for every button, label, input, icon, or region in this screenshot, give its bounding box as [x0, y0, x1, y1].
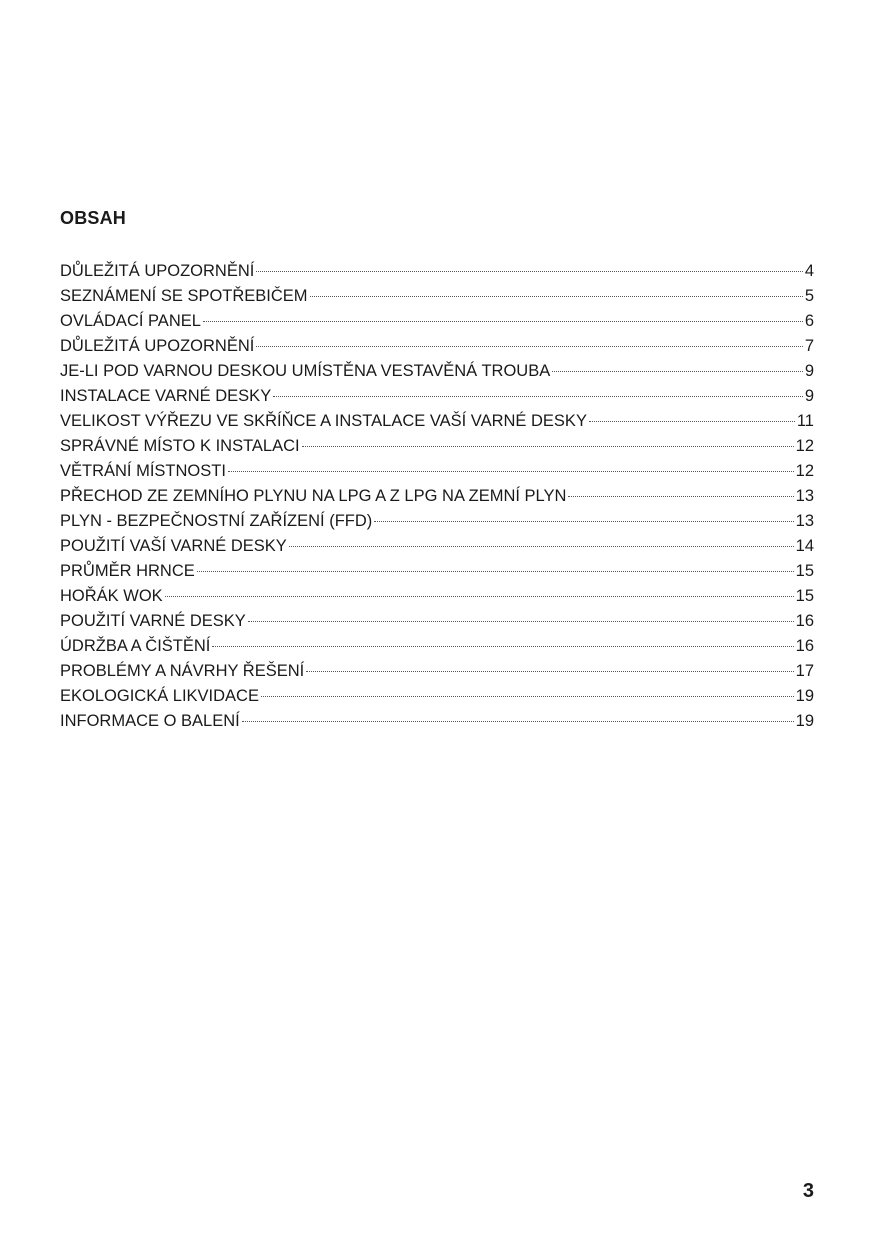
toc-entry-title: HOŘÁK WOK	[60, 587, 163, 605]
table-of-contents	[60, 259, 814, 734]
toc-entry-page: 9	[804, 387, 814, 405]
toc-entry-title: POUŽITÍ VARNÉ DESKY	[60, 612, 246, 630]
toc-entry-title: PRŮMĚR HRNCE	[60, 562, 195, 580]
toc-entry-page: 16	[795, 637, 814, 655]
toc-entry-page: 19	[795, 687, 814, 705]
toc-heading: OBSAH	[60, 208, 127, 228]
dot-leader	[228, 471, 794, 472]
toc-entry[interactable]	[60, 484, 814, 509]
toc-entry[interactable]	[60, 609, 814, 634]
toc-entry-page: 7	[804, 337, 814, 355]
toc-entry-page: 13	[795, 512, 814, 530]
dot-leader	[256, 271, 802, 272]
toc-entry-page: 16	[795, 612, 814, 630]
toc-entry-page: 15	[795, 562, 814, 580]
dot-leader	[248, 621, 794, 622]
toc-entry[interactable]	[60, 659, 814, 684]
page-number: 3	[802, 1180, 814, 1202]
toc-entry[interactable]	[60, 559, 814, 584]
dot-leader	[289, 546, 794, 547]
toc-entry-page: 12	[795, 437, 814, 455]
toc-entry[interactable]	[60, 634, 814, 659]
dot-leader	[310, 296, 803, 297]
dot-leader	[212, 646, 793, 647]
toc-entry-title: INSTALACE VARNÉ DESKY	[60, 387, 272, 405]
toc-entry-title: VĚTRÁNÍ MÍSTNOSTI	[60, 462, 226, 480]
toc-entry-page: 6	[804, 312, 814, 330]
toc-entry[interactable]	[60, 509, 814, 534]
toc-entry-page: 14	[795, 537, 814, 555]
toc-entry-page: 17	[795, 662, 814, 680]
toc-entry[interactable]	[60, 284, 814, 309]
toc-entry[interactable]	[60, 459, 814, 484]
toc-entry-page: 5	[804, 287, 814, 305]
dot-leader	[256, 346, 802, 347]
toc-entry-title: INFORMACE O BALENÍ	[60, 712, 240, 730]
toc-entry[interactable]	[60, 259, 814, 284]
toc-entry-title: ÚDRŽBA A ČIŠTĚNÍ	[60, 637, 211, 655]
toc-entry[interactable]	[60, 309, 814, 334]
dot-leader	[242, 721, 794, 722]
toc-entry[interactable]	[60, 709, 814, 734]
dot-leader	[197, 571, 794, 572]
toc-entry-title: PLYN - BEZPEČNOSTNÍ ZAŘÍZENÍ (FFD)	[60, 512, 373, 530]
toc-entry-title: DŮLEŽITÁ UPOZORNĚNÍ	[60, 262, 255, 280]
toc-entry-title: VELIKOST VÝŘEZU VE SKŘÍŇCE A INSTALACE VAŠÍ VARNÉ DESKY	[60, 412, 587, 430]
toc-entry[interactable]	[60, 684, 814, 709]
toc-entry-title: OVLÁDACÍ PANEL	[60, 312, 201, 330]
toc-entry[interactable]	[60, 584, 814, 609]
toc-entry-page: 12	[795, 462, 814, 480]
toc-entry-title: POUŽITÍ VAŠÍ VARNÉ DESKY	[60, 537, 287, 555]
toc-entry[interactable]	[60, 534, 814, 559]
toc-entry-page: 9	[804, 362, 814, 380]
toc-entry-title: DŮLEŽITÁ UPOZORNĚNÍ	[60, 337, 255, 355]
toc-entry-title: SEZNÁMENÍ SE SPOTŘEBIČEM	[60, 287, 308, 305]
toc-entry-title: PŘECHOD ZE ZEMNÍHO PLYNU NA LPG A Z LPG NA ZEMNÍ PLYN	[60, 487, 567, 505]
dot-leader	[306, 671, 793, 672]
toc-entry-title: JE-LI POD VARNOU DESKOU UMÍSTĚNA VESTAVĚNÁ TROUBA	[60, 362, 551, 380]
dot-leader	[568, 496, 793, 497]
toc-entry-page: 19	[795, 712, 814, 730]
dot-leader	[302, 446, 794, 447]
toc-entry-page: 4	[804, 262, 814, 280]
toc-entry[interactable]	[60, 409, 814, 434]
toc-entry-page: 13	[795, 487, 814, 505]
toc-entry-title: EKOLOGICKÁ LIKVIDACE	[60, 687, 259, 705]
dot-leader	[261, 696, 794, 697]
toc-entry[interactable]	[60, 359, 814, 384]
toc-entry-title: SPRÁVNÉ MÍSTO K INSTALACI	[60, 437, 300, 455]
toc-entry-page: 11	[796, 412, 814, 430]
dot-leader	[552, 371, 803, 372]
toc-entry[interactable]	[60, 434, 814, 459]
toc-entry[interactable]	[60, 334, 814, 359]
toc-entry-page: 15	[795, 587, 814, 605]
dot-leader	[374, 521, 793, 522]
dot-leader	[165, 596, 794, 597]
toc-entry[interactable]	[60, 384, 814, 409]
dot-leader	[589, 421, 795, 422]
dot-leader	[203, 321, 803, 322]
dot-leader	[273, 396, 803, 397]
toc-entry-title: PROBLÉMY A NÁVRHY ŘEŠENÍ	[60, 662, 305, 680]
